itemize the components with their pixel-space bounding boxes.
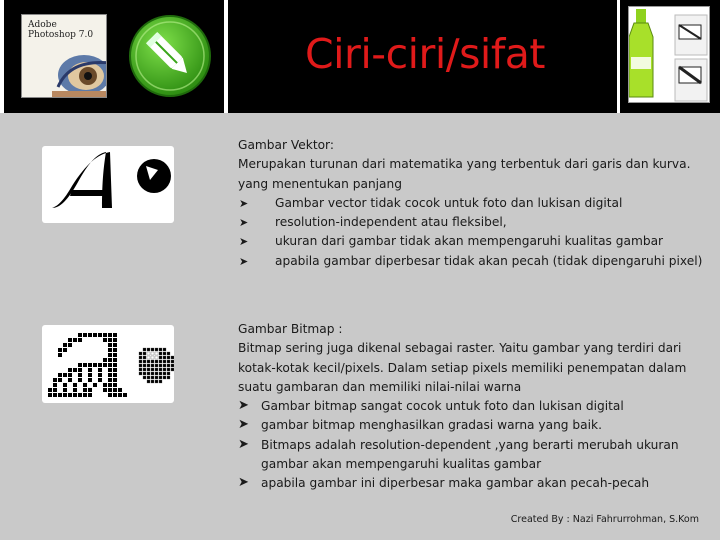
- list-item: [238, 436, 718, 475]
- bullet-text: gambar bitmap menghasilkan gradasi warna yang baik.: [261, 418, 602, 433]
- vector-a-icon: [42, 146, 174, 223]
- vector-sample-image: [42, 146, 174, 223]
- bitmap-description: Bitmap sering juga dikenal sebagai raster. Yaitu gambar yang terdiri dari kotak-kotak kecil/pixels. Dalam setiap pixels memiliki penempatan dalam suatu gambaran dan memiliki nilai-nilai warna: [238, 341, 687, 394]
- logo-line-2: Photoshop 7.0: [28, 30, 94, 40]
- bitmap-bullet-list: [238, 397, 718, 493]
- list-item: [238, 397, 718, 416]
- bullet-text: Gambar bitmap sangat cocok untuk foto dan lukisan digital: [261, 399, 624, 414]
- list-item: [238, 474, 718, 493]
- vector-heading: Gambar Vektor:: [238, 138, 334, 152]
- bullet-text: resolution-independent atau fleksibel,: [275, 215, 507, 230]
- bullet-text: Gambar vector tidak cocok untuk foto dan lukisan digital: [275, 195, 623, 210]
- list-item: [238, 232, 718, 251]
- bitmap-section: [238, 320, 718, 494]
- header-band: [0, 0, 720, 113]
- bitmap-a-icon: [42, 325, 174, 403]
- header-divider: [224, 0, 228, 113]
- arrow-bullet-icon: ➤: [239, 235, 249, 249]
- list-item: [238, 416, 718, 435]
- bitmap-heading: Gambar Bitmap :: [238, 322, 343, 336]
- bottle-icon: [628, 6, 710, 103]
- arrow-bullet-icon: ➤: [238, 417, 249, 433]
- arrow-bullet-icon: ➤: [239, 254, 249, 268]
- pencil-icon: [128, 14, 212, 98]
- vector-description: Merupakan turunan dari matematika yang terbentuk dari garis dan kurva. yang menentukan panjang: [238, 157, 691, 191]
- bottle-illustration: [629, 7, 710, 103]
- footer-credit: Created By : Nazi Fahrurrohman, S.Kom: [510, 514, 699, 525]
- arrow-bullet-icon: ➤: [239, 196, 249, 210]
- vector-bullet-list: [238, 194, 718, 271]
- arrow-bullet-icon: ➤: [238, 398, 249, 414]
- bullet-text: apabila gambar ini diperbesar maka gambar akan pecah-pecah: [261, 476, 650, 491]
- list-item: [238, 213, 718, 232]
- bullet-text: ukuran dari gambar tidak akan mempengaruhi kualitas gambar: [275, 234, 664, 249]
- logo-line-1: Adobe: [28, 20, 57, 30]
- vector-section: [238, 136, 718, 271]
- page-title: Ciri-ciri/sifat: [305, 30, 545, 78]
- list-item: [238, 252, 718, 271]
- arrow-bullet-icon: ➤: [239, 216, 249, 230]
- photoshop-logo-text: [28, 20, 93, 40]
- arrow-bullet-icon: ➤: [238, 436, 249, 452]
- bitmap-sample-image: [42, 325, 174, 403]
- list-item: [238, 194, 718, 213]
- bullet-text: apabila gambar diperbesar tidak akan pecah (tidak dipengaruhi pixel): [275, 253, 703, 268]
- arrow-bullet-icon: ➤: [238, 475, 249, 491]
- eye-icon: [52, 51, 107, 98]
- bullet-text: Bitmaps adalah resolution-dependent ,yang berarti merubah ukuran gambar akan mempengaruhi kualitas gambar: [261, 437, 679, 472]
- header-divider: [0, 0, 4, 113]
- photoshop-icon: [21, 14, 107, 98]
